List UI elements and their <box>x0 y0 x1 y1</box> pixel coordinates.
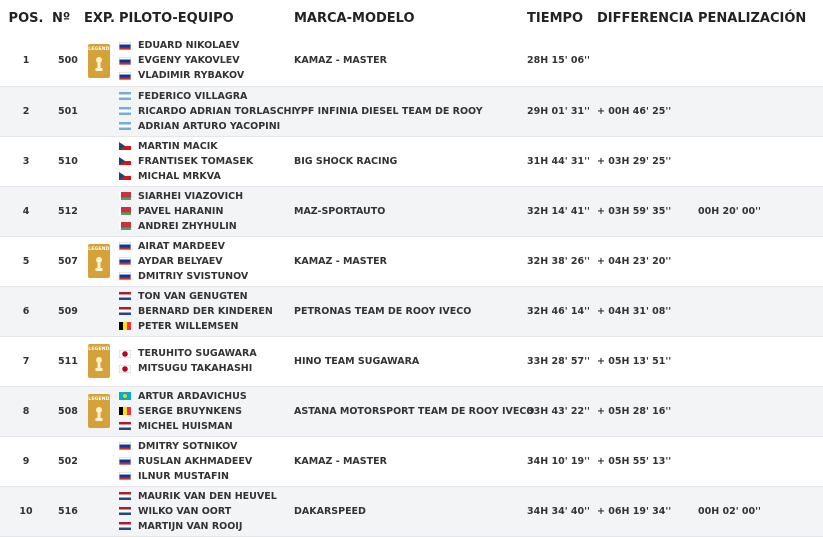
crew-member-name: VLADIMIR RYBAKOV <box>138 70 245 82</box>
cell-penalty <box>698 36 823 86</box>
cell-difference <box>597 36 698 86</box>
crew-member-name: ADRIAN ARTURO YACOPINI <box>138 120 281 132</box>
table-row[interactable] <box>0 236 823 286</box>
flag-icon-be <box>119 407 131 415</box>
cell-experience <box>84 186 119 236</box>
crew-member[interactable] <box>119 105 294 118</box>
crew-member-name: MAURIK VAN DEN HEUVEL <box>138 490 277 502</box>
crew-member-name: AIRAT MARDEEV <box>138 240 225 252</box>
cell-time: 34H 34' 40'' <box>527 486 597 536</box>
flag-icon-ar <box>119 122 131 130</box>
crew-member-name: FRANTISEK TOMASEK <box>138 155 254 167</box>
flag-icon-ru <box>119 242 131 250</box>
crew-member[interactable] <box>119 90 294 103</box>
cell-number: 507 <box>52 236 84 286</box>
crew-member-name: DMITRY SOTNIKOV <box>138 440 238 452</box>
crew-list <box>119 90 294 133</box>
cell-number: 512 <box>52 186 84 236</box>
cell-penalty: 00H 20' 00'' <box>698 186 823 236</box>
flag-icon-nl <box>119 507 131 515</box>
crew-member[interactable] <box>119 54 294 67</box>
crew-member-name: RICARDO ADRIAN TORLASCHI <box>138 105 296 117</box>
flag-icon-ru <box>119 472 131 480</box>
flag-icon-nl <box>119 307 131 315</box>
crew-member[interactable] <box>119 470 294 483</box>
crew-member[interactable] <box>119 505 294 518</box>
crew-member-name: ARTUR ARDAVICHUS <box>138 390 247 402</box>
crew-member-name: SERGE BRUYNKENS <box>138 405 242 417</box>
crew-member-name: PETER WILLEMSEN <box>138 320 239 332</box>
crew-member-name: ILNUR MUSTAFIN <box>138 470 229 482</box>
header-row <box>0 0 823 36</box>
table-row[interactable] <box>0 436 823 486</box>
cell-number: 516 <box>52 486 84 536</box>
crew-member[interactable] <box>119 440 294 453</box>
cell-time: 29H 01' 31'' <box>527 86 597 136</box>
flag-icon-cz <box>119 172 131 180</box>
cell-experience <box>84 36 119 86</box>
crew-member-name: BERNARD DER KINDEREN <box>138 305 273 317</box>
cell-pos: 5 <box>0 236 52 286</box>
crew-member[interactable] <box>119 490 294 503</box>
flag-icon-kz <box>119 392 131 400</box>
cell-difference: + 05H 28' 16'' <box>597 386 698 436</box>
cell-number: 510 <box>52 136 84 186</box>
crew-member-name: FEDERICO VILLAGRA <box>138 90 248 102</box>
crew-list <box>119 490 294 533</box>
header-time[interactable]: TIEMPO <box>527 10 584 26</box>
cell-penalty <box>698 86 823 136</box>
crew-member[interactable] <box>119 140 294 153</box>
crew-list <box>119 440 294 483</box>
flag-icon-ar <box>119 107 131 115</box>
cell-difference: + 04H 23' 20'' <box>597 236 698 286</box>
cell-experience <box>84 336 119 386</box>
trophy-icon <box>94 256 104 272</box>
legend-badge-icon <box>88 394 110 428</box>
flag-icon-ru <box>119 272 131 280</box>
crew-member[interactable] <box>119 290 294 303</box>
cell-crew <box>119 486 294 536</box>
crew-member[interactable] <box>119 190 294 203</box>
cell-penalty <box>698 386 823 436</box>
legend-badge-icon <box>88 244 110 278</box>
crew-member-name: PAVEL HARANIN <box>138 205 224 217</box>
crew-list <box>119 347 294 375</box>
legend-badge-text: LEGEND <box>88 46 110 52</box>
crew-member[interactable] <box>119 205 294 218</box>
cell-experience <box>84 486 119 536</box>
cell-time: 33H 43' 22'' <box>527 386 597 436</box>
cell-crew <box>119 236 294 286</box>
crew-member[interactable] <box>119 120 294 133</box>
crew-member-name: MITSUGU TAKAHASHI <box>138 363 253 374</box>
results-body <box>0 36 823 536</box>
table-row[interactable] <box>0 86 823 136</box>
cell-crew <box>119 336 294 386</box>
crew-member[interactable] <box>119 420 294 433</box>
crew-member[interactable] <box>119 155 294 168</box>
cell-number: 509 <box>52 286 84 336</box>
crew-member[interactable] <box>119 220 294 233</box>
flag-icon-ru <box>119 457 131 465</box>
cell-penalty <box>698 236 823 286</box>
cell-penalty <box>698 336 823 386</box>
cell-penalty: 00H 02' 00'' <box>698 486 823 536</box>
cell-difference: + 04H 31' 08'' <box>597 286 698 336</box>
cell-brand: HINO TEAM SUGAWARA <box>294 336 527 386</box>
legend-badge-icon <box>88 344 110 378</box>
crew-member-name: WILKO VAN OORT <box>138 505 232 517</box>
flag-icon-ru <box>119 57 131 65</box>
crew-member-name: MICHAL MRKVA <box>138 170 221 182</box>
flag-icon-cz <box>119 157 131 165</box>
cell-difference: + 06H 19' 34'' <box>597 486 698 536</box>
legend-badge-text: LEGEND <box>88 397 110 402</box>
crew-list <box>119 290 294 333</box>
header-brand-model[interactable]: MARCA-MODELO <box>294 10 415 26</box>
cell-pos: 2 <box>0 86 52 136</box>
table-row[interactable] <box>0 486 823 536</box>
cell-experience <box>84 386 119 436</box>
crew-member-name: DMITRIY SVISTUNOV <box>138 270 249 282</box>
crew-member-name: AYDAR BELYAEV <box>138 255 223 267</box>
crew-member[interactable] <box>119 270 294 283</box>
cell-pos: 10 <box>0 486 52 536</box>
cell-time: 32H 38' 26'' <box>527 236 597 286</box>
cell-time: 34H 10' 19'' <box>527 436 597 486</box>
crew-member[interactable] <box>119 390 294 403</box>
flag-icon-ar <box>119 92 131 100</box>
legend-badge-text: LEGEND <box>88 247 110 252</box>
cell-crew <box>119 186 294 236</box>
flag-icon-ru <box>119 257 131 265</box>
trophy-icon <box>94 356 104 372</box>
cell-pos: 6 <box>0 286 52 336</box>
cell-time: 33H 28' 57'' <box>527 336 597 386</box>
flag-icon-nl <box>119 292 131 300</box>
crew-member[interactable] <box>119 305 294 318</box>
table-row[interactable] <box>0 186 823 236</box>
crew-member-name: ANDREI ZHYHULIN <box>138 220 237 232</box>
cell-penalty <box>698 436 823 486</box>
crew-member[interactable] <box>119 69 294 82</box>
cell-difference: + 03H 29' 25'' <box>597 136 698 186</box>
flag-icon-by <box>119 222 131 230</box>
cell-number: 508 <box>52 386 84 436</box>
flag-icon-jp <box>119 365 131 373</box>
header-pilot-team[interactable]: PILOTO-EQUIPO <box>119 10 234 26</box>
header-number[interactable]: Nº <box>52 10 71 26</box>
cell-brand: DAKARSPEED <box>294 486 527 536</box>
crew-member[interactable] <box>119 455 294 468</box>
cell-crew <box>119 386 294 436</box>
cell-brand: PETRONAS TEAM DE ROOY IVECO <box>294 286 527 336</box>
crew-member-name: RUSLAN AKHMADEEV <box>138 455 253 467</box>
flag-icon-nl <box>119 422 131 430</box>
table-row[interactable] <box>0 36 823 86</box>
cell-difference: + 00H 46' 25'' <box>597 86 698 136</box>
header-experience[interactable]: EXP. <box>84 10 115 26</box>
cell-crew <box>119 136 294 186</box>
cell-difference: + 05H 13' 51'' <box>597 336 698 386</box>
cell-pos: 8 <box>0 386 52 436</box>
trophy-icon <box>94 56 104 72</box>
crew-member-name: TON VAN GENUGTEN <box>138 290 248 302</box>
crew-list <box>119 140 294 183</box>
cell-crew <box>119 36 294 86</box>
cell-brand: ASTANA MOTORSPORT TEAM DE ROOY IVECO <box>294 386 527 436</box>
cell-crew <box>119 286 294 336</box>
cell-number: 500 <box>52 36 84 86</box>
cell-experience <box>84 286 119 336</box>
cell-number: 502 <box>52 436 84 486</box>
header-pos[interactable]: POS. <box>8 10 44 26</box>
table-row[interactable] <box>0 286 823 336</box>
legend-badge-icon <box>88 44 110 78</box>
crew-member[interactable] <box>119 405 294 418</box>
cell-difference: + 05H 55' 13'' <box>597 436 698 486</box>
cell-pos: 7 <box>0 336 52 386</box>
table-row[interactable] <box>0 336 823 386</box>
cell-pos: 9 <box>0 436 52 486</box>
crew-member[interactable] <box>119 240 294 253</box>
crew-member-name: EDUARD NIKOLAEV <box>138 40 240 52</box>
cell-number: 501 <box>52 86 84 136</box>
header-difference[interactable]: DIFFERENCIA <box>597 10 694 26</box>
cell-difference: + 03H 59' 35'' <box>597 186 698 236</box>
cell-crew <box>119 86 294 136</box>
flag-icon-nl <box>119 492 131 500</box>
crew-member[interactable] <box>119 320 294 333</box>
cell-experience <box>84 86 119 136</box>
cell-experience <box>84 236 119 286</box>
crew-member[interactable] <box>119 255 294 268</box>
cell-penalty <box>698 136 823 186</box>
crew-member[interactable] <box>119 347 294 360</box>
cell-time: 31H 44' 31'' <box>527 136 597 186</box>
crew-member-name: SIARHEI VIAZOVICH <box>138 190 244 202</box>
cell-experience <box>84 136 119 186</box>
cell-pos: 4 <box>0 186 52 236</box>
cell-brand: KAMAZ - MASTER <box>294 36 527 86</box>
crew-member[interactable] <box>119 170 294 183</box>
crew-list <box>119 390 294 433</box>
flag-icon-cz <box>119 142 131 150</box>
crew-member[interactable] <box>119 520 294 533</box>
crew-member[interactable] <box>119 39 294 52</box>
crew-list <box>119 240 294 283</box>
cell-number: 511 <box>52 336 84 386</box>
cell-experience <box>84 436 119 486</box>
trophy-icon <box>94 406 104 422</box>
crew-member-name: MICHEL HUISMAN <box>138 420 233 432</box>
cell-time: 32H 46' 14'' <box>527 286 597 336</box>
cell-brand: MAZ-SPORTAUTO <box>294 186 527 236</box>
cell-penalty <box>698 286 823 336</box>
flag-icon-nl <box>119 522 131 530</box>
crew-member-name: MARTIJN VAN ROOIJ <box>138 520 243 532</box>
flag-icon-by <box>119 192 131 200</box>
flag-icon-be <box>119 322 131 330</box>
cell-brand: KAMAZ - MASTER <box>294 436 527 486</box>
crew-list <box>119 190 294 233</box>
crew-member-name: EVGENY YAKOVLEV <box>138 55 240 67</box>
cell-pos: 3 <box>0 136 52 186</box>
cell-brand: YPF INFINIA DIESEL TEAM DE ROOY <box>294 86 527 136</box>
cell-time: 32H 14' 41'' <box>527 186 597 236</box>
table-row[interactable] <box>0 136 823 186</box>
cell-pos: 1 <box>0 36 52 86</box>
crew-member[interactable] <box>119 362 294 375</box>
crew-list <box>119 39 294 82</box>
crew-member-name: MARTIN MACIK <box>138 140 218 152</box>
flag-icon-by <box>119 207 131 215</box>
flag-icon-ru <box>119 72 131 80</box>
flag-icon-jp <box>119 350 131 358</box>
cell-brand: BIG SHOCK RACING <box>294 136 527 186</box>
flag-icon-ru <box>119 42 131 50</box>
table-row[interactable] <box>0 386 823 436</box>
cell-crew <box>119 436 294 486</box>
cell-time: 28H 15' 06'' <box>527 36 597 86</box>
header-penalty[interactable]: PENALIZACIÓN <box>698 10 807 26</box>
flag-icon-ru <box>119 442 131 450</box>
legend-badge-text: LEGEND <box>88 347 110 352</box>
cell-brand: KAMAZ - MASTER <box>294 236 527 286</box>
crew-member-name: TERUHITO SUGAWARA <box>138 348 257 359</box>
